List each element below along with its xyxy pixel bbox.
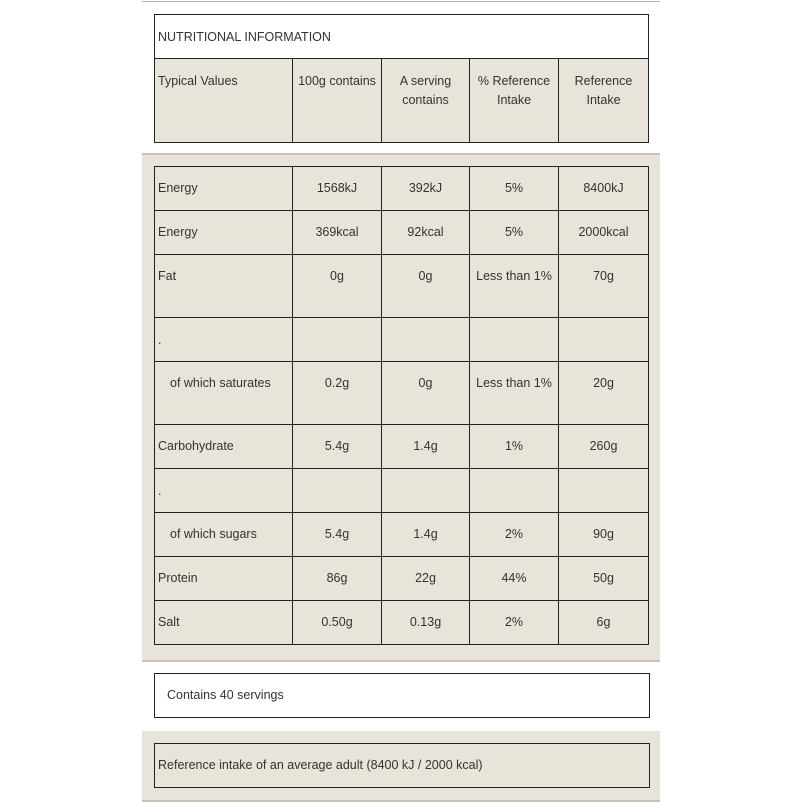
row-value: [470, 469, 559, 513]
table-row: [155, 469, 649, 513]
reference-note: Reference intake of an average adult (8400 kJ / 2000 kcal): [158, 758, 483, 772]
row-value: 0g: [382, 362, 470, 425]
row-label: Fat: [155, 255, 293, 318]
row-value: 0g: [293, 255, 382, 318]
row-value: [559, 318, 649, 362]
row-value: [382, 469, 470, 513]
header-percent-ri: % Reference Intake: [470, 59, 559, 143]
row-value: 92kcal: [382, 211, 470, 255]
row-value: [382, 318, 470, 362]
row-value: 70g: [559, 255, 649, 318]
row-value: 6g: [559, 601, 649, 645]
row-value: 2%: [470, 513, 559, 557]
row-value: 22g: [382, 557, 470, 601]
row-value: 1.4g: [382, 425, 470, 469]
row-value: 86g: [293, 557, 382, 601]
row-label: Carbohydrate: [155, 425, 293, 469]
row-value: 260g: [559, 425, 649, 469]
section-divider: [142, 660, 660, 662]
row-value: 8400kJ: [559, 167, 649, 211]
table-row: [155, 318, 649, 362]
header-ri: Reference Intake: [559, 59, 649, 143]
row-label: Protein: [155, 557, 293, 601]
row-value: 0g: [382, 255, 470, 318]
row-value: 90g: [559, 513, 649, 557]
row-label: .: [155, 318, 293, 362]
table-row: [155, 425, 649, 469]
header-serving: A serving contains: [382, 59, 470, 143]
table-row: [155, 513, 649, 557]
row-value: 5%: [470, 167, 559, 211]
row-label: Energy: [155, 211, 293, 255]
row-value: 5.4g: [293, 425, 382, 469]
row-label: .: [155, 469, 293, 513]
row-value: 0.2g: [293, 362, 382, 425]
nutrition-header-table: [154, 14, 649, 143]
row-value: 392kJ: [382, 167, 470, 211]
nutrition-values-table: [154, 166, 649, 645]
row-label: of which saturates: [155, 362, 293, 425]
row-value: [293, 318, 382, 362]
row-value: 50g: [559, 557, 649, 601]
row-value: Less than 1%: [470, 255, 559, 318]
row-value: [559, 469, 649, 513]
header-typical-values: Typical Values: [155, 59, 293, 143]
reference-box: [154, 743, 650, 788]
table-row: [155, 362, 649, 425]
table-row: [155, 601, 649, 645]
table-title: NUTRITIONAL INFORMATION: [155, 15, 649, 59]
row-label: Energy: [155, 167, 293, 211]
table-row: [155, 167, 649, 211]
row-value: 5.4g: [293, 513, 382, 557]
servings-note: Contains 40 servings: [167, 688, 284, 702]
row-value: [293, 469, 382, 513]
table-row: [155, 557, 649, 601]
row-value: 0.13g: [382, 601, 470, 645]
row-value: 1568kJ: [293, 167, 382, 211]
row-value: 44%: [470, 557, 559, 601]
row-value: 1.4g: [382, 513, 470, 557]
table-row: [155, 211, 649, 255]
row-value: 1%: [470, 425, 559, 469]
header-100g: 100g contains: [293, 59, 382, 143]
row-value: 369kcal: [293, 211, 382, 255]
row-value: 2%: [470, 601, 559, 645]
row-label: of which sugars: [155, 513, 293, 557]
row-value: 0.50g: [293, 601, 382, 645]
row-value: 2000kcal: [559, 211, 649, 255]
row-value: [470, 318, 559, 362]
row-value: Less than 1%: [470, 362, 559, 425]
table-row: [155, 255, 649, 318]
row-value: 20g: [559, 362, 649, 425]
row-value: 5%: [470, 211, 559, 255]
row-label: Salt: [155, 601, 293, 645]
servings-box: [154, 673, 650, 718]
